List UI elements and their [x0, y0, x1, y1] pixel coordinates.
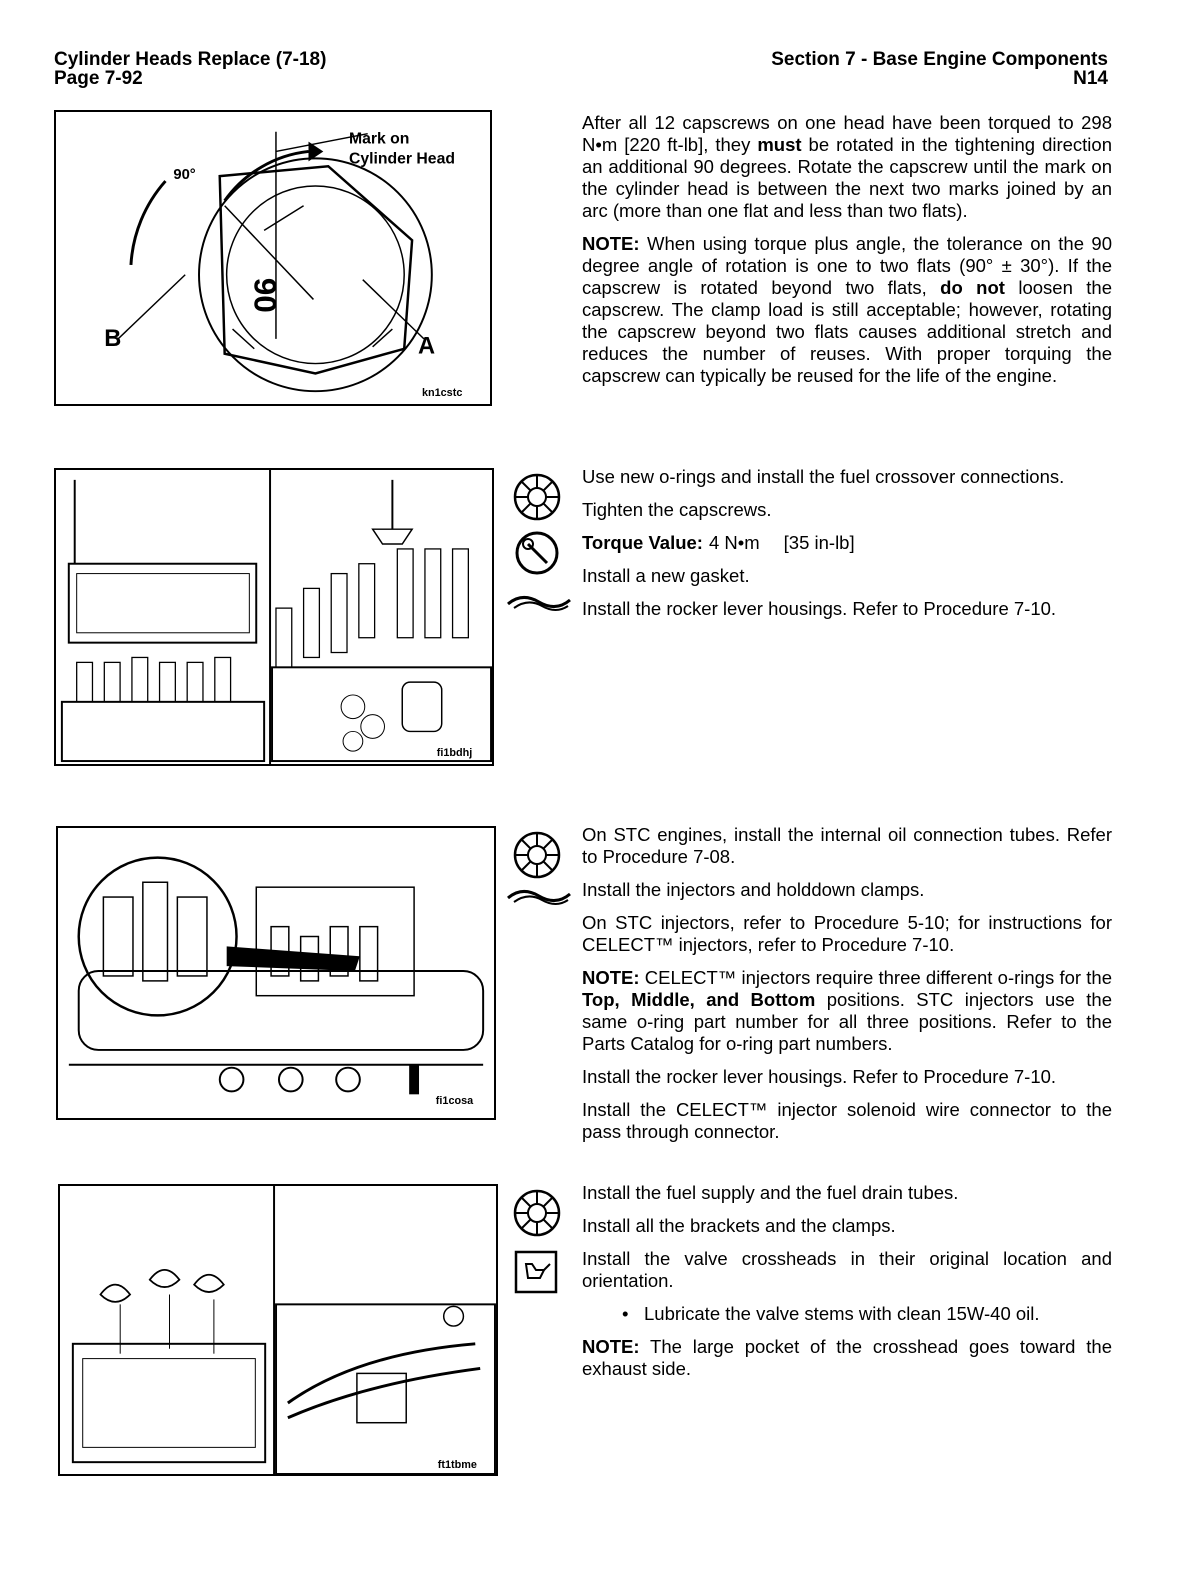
head-mark-text: 90: [247, 277, 284, 313]
gasket-icon: [506, 590, 572, 616]
figure-code: fi1cosa: [435, 1095, 474, 1108]
paragraph: On STC injectors, refer to Procedure 5-10; for instructions for CELECT™ injectors, refer to Procedure 7-10.: [582, 912, 1112, 955]
pointer-b: [118, 275, 185, 339]
capscrew-angle-figure: [54, 110, 492, 406]
drain-tube: [288, 1368, 480, 1417]
rocker-housing-figure: [54, 468, 494, 766]
valve-springs-left: [77, 657, 231, 701]
paragraph: On STC engines, install the internal oil connection tubes. Refer to Procedure 7-08.: [582, 824, 1112, 867]
section-torque-angle: [582, 112, 1112, 398]
assembly-icon: [512, 1188, 562, 1238]
note: NOTE: The large pocket of the crosshead goes toward the exhaust side.: [582, 1336, 1112, 1379]
oil-can-icon: [514, 1250, 558, 1294]
rocker-housing: [69, 564, 256, 643]
paragraph: Install the rocker lever housings. Refer to Procedure 7-10.: [582, 598, 1057, 619]
angle-label: 90°: [173, 167, 196, 184]
bullet-icon: •: [622, 1303, 629, 1324]
detail-pointer: [227, 946, 360, 971]
figure-code: fi1bdhj: [436, 747, 473, 760]
figure-code: ft1tbme: [437, 1459, 477, 1472]
paragraph: Install the rocker lever housings. Refer to Procedure 7-10.: [582, 1066, 1057, 1087]
pointer-a: [363, 280, 424, 339]
engine-model: N14: [1073, 68, 1108, 89]
crosshead-figure: [58, 1184, 498, 1476]
label-a: A: [418, 333, 436, 360]
page-header-left: [54, 50, 326, 88]
paragraph: Install the valve crossheads in their original location and orientation.: [582, 1248, 1112, 1291]
figure-code: kn1cstc: [421, 387, 463, 400]
injector-drawing: [58, 828, 494, 1118]
paragraph: Install the fuel supply and the fuel drain tubes.: [582, 1182, 959, 1203]
torque-value: Torque Value: 4 N•m [35 in-lb]: [582, 532, 855, 553]
section-title: Cylinder Heads Replace (7-18): [54, 49, 327, 70]
paragraph: Install the CELECT™ injector solenoid wire connector to the pass through connector.: [582, 1099, 1112, 1142]
injector-figure: [56, 826, 496, 1120]
detail-circle: [79, 858, 237, 1016]
note: NOTE: CELECT™ injectors require three different o-rings for the Top, Middle, and Bottom positions. STC injectors use the same o-ring part number for all three positions. Refer to the Parts Catalog for o-ring part numbers.: [582, 967, 1112, 1054]
paragraph: After all 12 capscrews on one head have been torqued to 298 N•m [220 ft-lb], they must be rotated in the tightening direction an additional 90 degrees. Rotate the capscrew until the mark on the cylinder head is between the next two marks joined by an arc (more than one flat and less than two flats).: [582, 112, 1112, 221]
inner-circle: [227, 186, 405, 364]
bullet-item: • Lubricate the valve stems with clean 15W-40 oil.: [622, 1303, 1040, 1324]
torque-wrench-icon: [514, 530, 560, 576]
paragraph: Install the injectors and holddown clamps.: [582, 879, 925, 900]
assembly-icon: [512, 472, 562, 522]
page-header-right: [771, 50, 1108, 88]
rocker-housing-drawing: [56, 470, 492, 764]
rotation-arc: [225, 151, 309, 200]
valve-springs-right: [276, 549, 468, 667]
mark-label-2: Cylinder Head: [348, 150, 455, 168]
mark-label-1: Mark on: [348, 130, 410, 148]
section-fuel-crossover: [582, 466, 1112, 631]
label-b: B: [104, 325, 122, 352]
crosshead-drawing: [60, 1186, 496, 1474]
paragraph: Tighten the capscrews.: [582, 499, 772, 520]
section-crossheads: [582, 1182, 1112, 1391]
chapter-title: Section 7 - Base Engine Components: [771, 49, 1108, 70]
paragraph: Install all the brackets and the clamps.: [582, 1215, 896, 1236]
gasket-icon: [506, 884, 572, 910]
hex-head: [220, 166, 412, 373]
capscrew-angle-diagram: [56, 112, 490, 404]
cylinder-head: [79, 971, 483, 1050]
page-number: Page 7-92: [54, 68, 143, 89]
crossheads: [100, 1270, 223, 1302]
section-injectors: [582, 824, 1112, 1154]
paragraph: Use new o-rings and install the fuel crossover connections.: [582, 466, 1065, 487]
paragraph: Install a new gasket.: [582, 565, 750, 586]
note: NOTE: When using torque plus angle, the tolerance on the 90 degree angle of rotation is one to two flats (90° ± 30°). If the capscrew is rotated beyond two flats, do not loosen the capscrew. The clamp load is still acceptable; however, rotating the capscrew beyond two flats causes additional stretch and reduces the number of reuses. With proper torquing the capscrew can typically be reused for the life of the engine.: [582, 233, 1112, 386]
assembly-icon: [512, 830, 562, 880]
